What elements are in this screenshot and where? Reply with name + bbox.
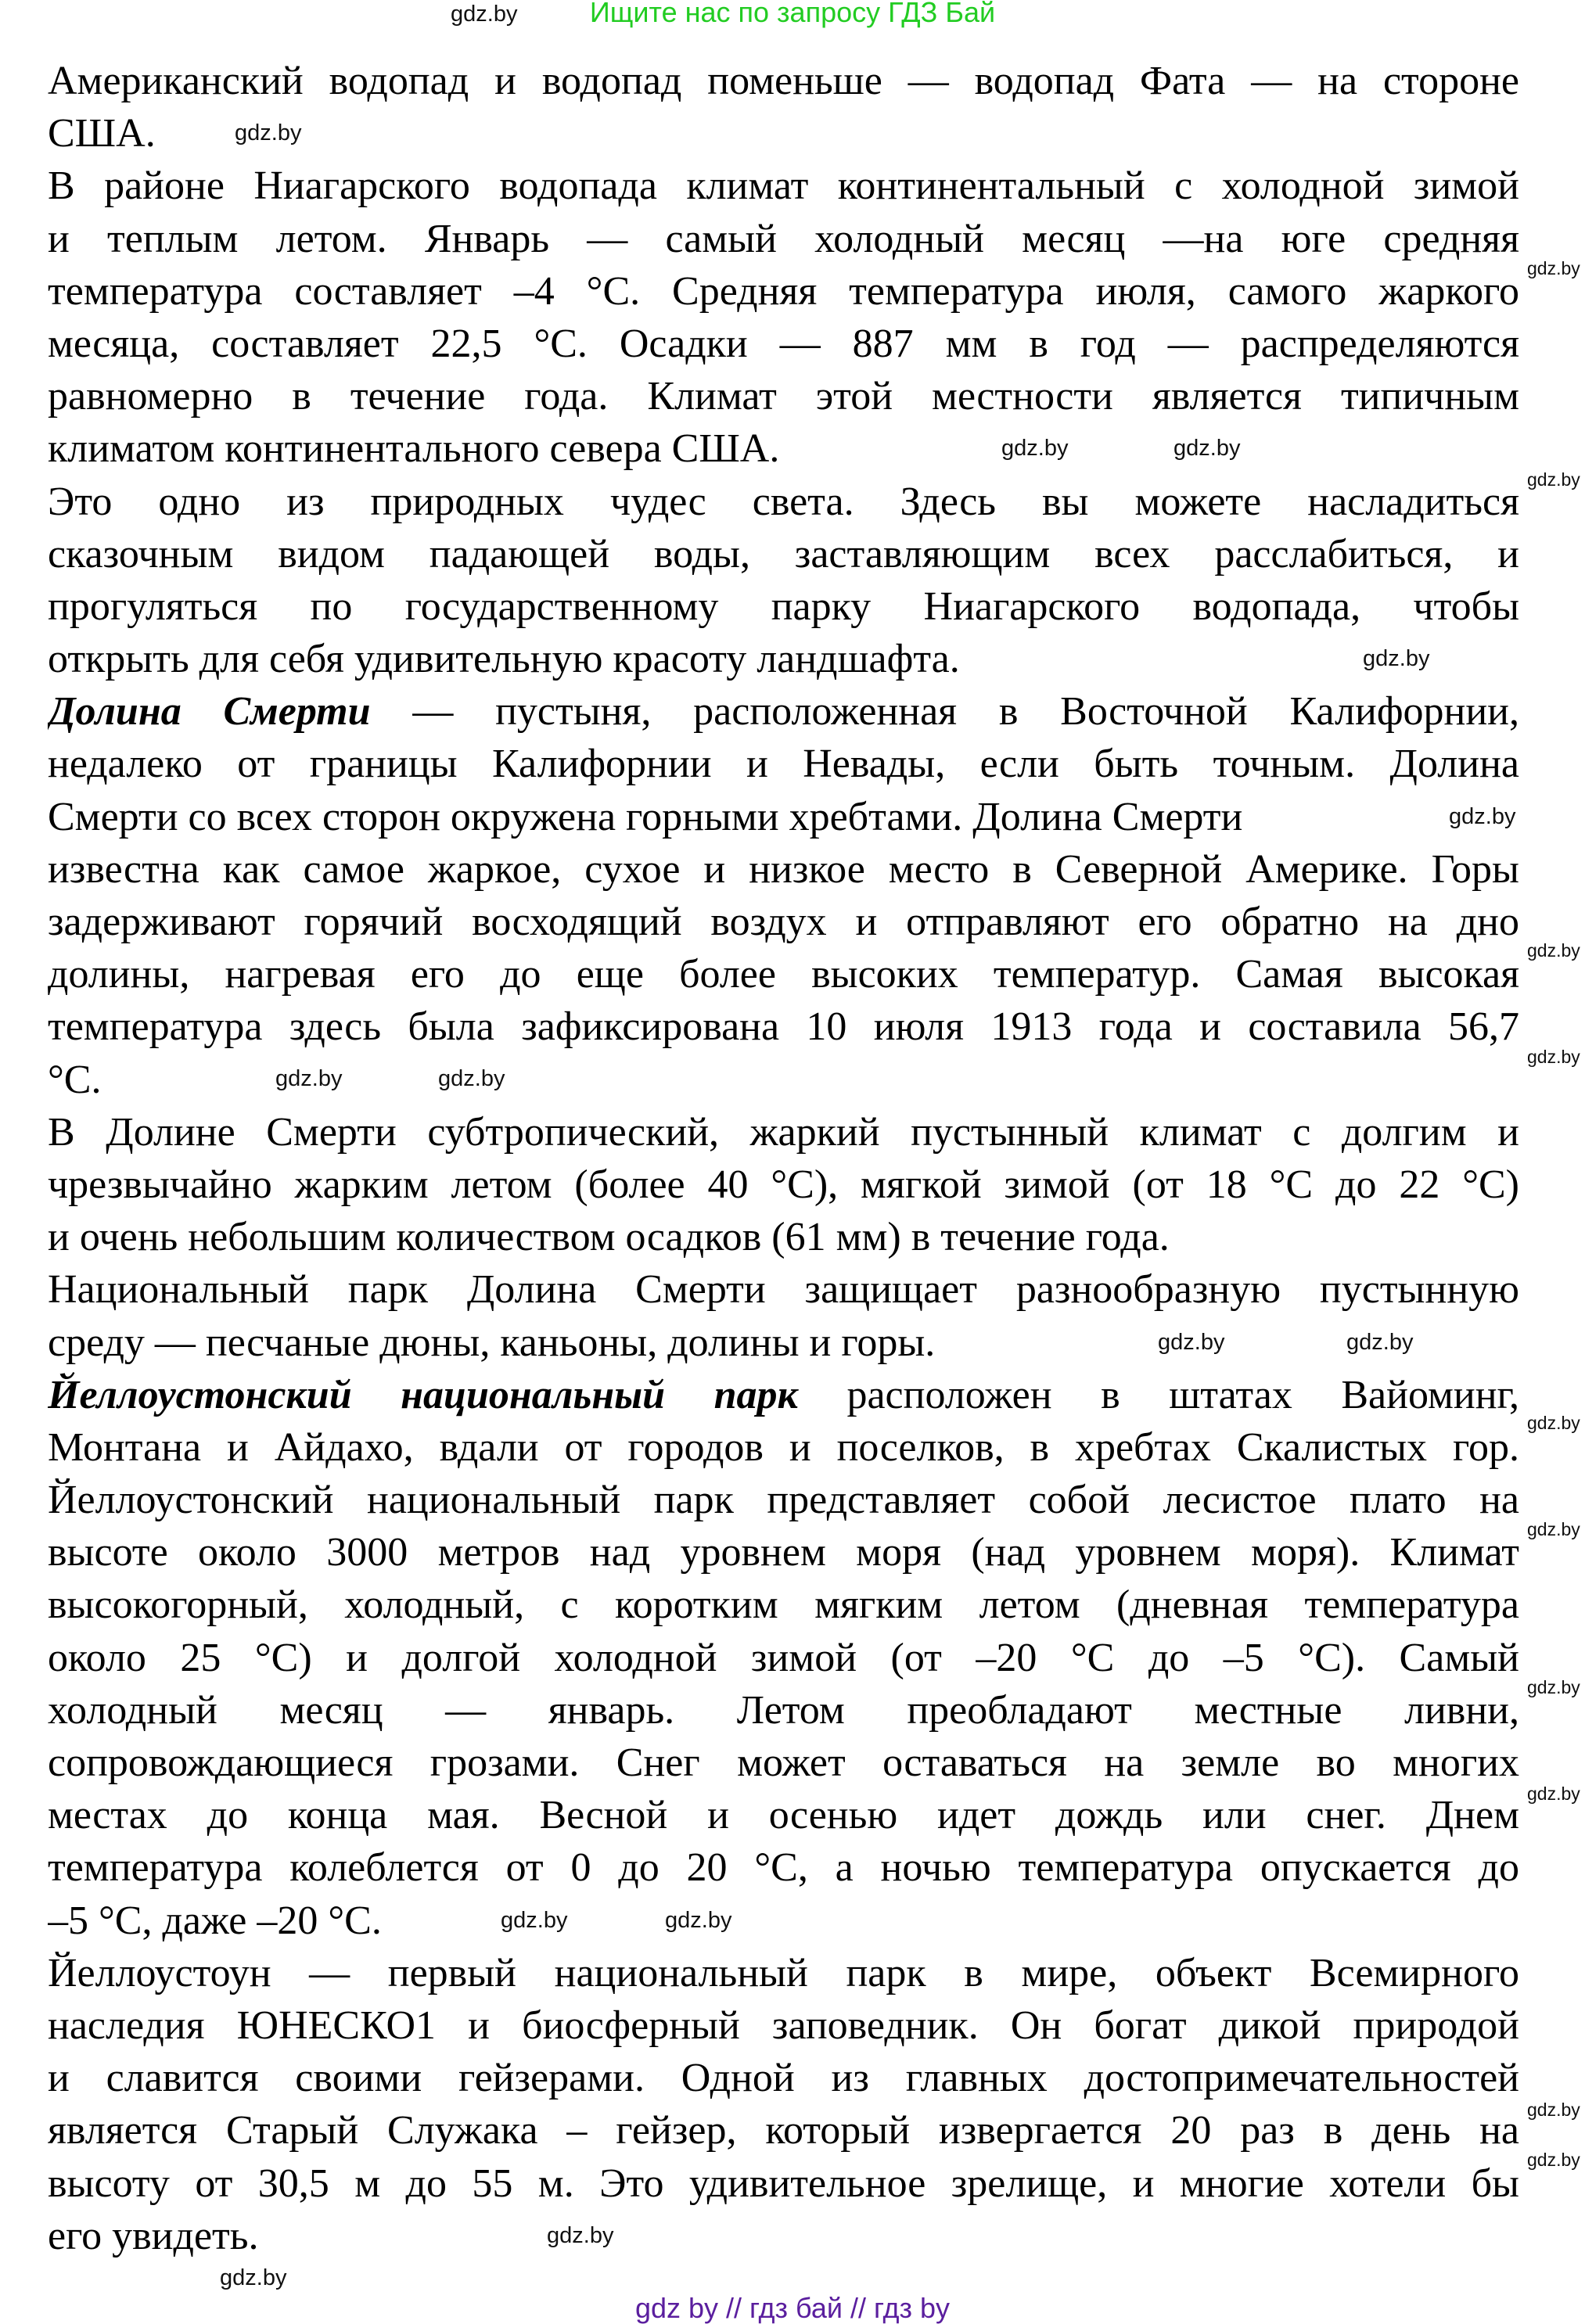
watermark: gdz.by — [1001, 436, 1069, 461]
text-line — [48, 107, 156, 160]
watermark: gdz.by — [451, 2, 518, 27]
text-line — [48, 791, 1242, 843]
text-line — [48, 1632, 1519, 1684]
text-line — [48, 1947, 1519, 1999]
text-line — [48, 1841, 1519, 1894]
line-text: холодный месяц — январь. Летом преобладают местные ливни, — [48, 1687, 1519, 1733]
line-text: Монтана и Айдахо, вдали от городов и поселков, в хребтах Скалистых гор. — [48, 1424, 1519, 1470]
line-text: –5 °С, даже –20 °С. — [48, 1898, 382, 1943]
text-line — [48, 1316, 935, 1369]
line-text: задерживают горячий восходящий воздух и отправляют его обратно на дно — [48, 900, 1519, 944]
line-text: местах до конца мая. Весной и осенью идет дождь или снег. Днем — [48, 1793, 1519, 1838]
watermark: gdz.by — [1346, 1330, 1414, 1355]
line-text: месяца, составляет 22,5 °С. Осадки — 887 мм в год — распределяются — [48, 321, 1519, 366]
text-line — [48, 55, 1519, 107]
watermark: gdz.by — [1527, 258, 1580, 278]
text-line — [48, 843, 1519, 896]
watermark: gdz.by — [438, 1066, 505, 1091]
line-text: В Долине Смерти субтропический, жаркий пустынный климат с долгим и — [48, 1109, 1519, 1155]
text-line — [48, 1474, 1519, 1526]
watermark: gdz.by — [547, 2223, 614, 2248]
line-text: и теплым летом. Январь — самый холодный месяц —на юге средняя — [48, 216, 1519, 261]
watermark: gdz.by — [665, 1908, 732, 1933]
line-text: сопровождающиеся грозами. Снег может оставаться на земле во многих — [48, 1740, 1519, 1785]
line-text: климатом континентального севера США. — [48, 426, 780, 472]
line-text: является Старый Служака – гейзер, который извергается 20 раз в день на — [48, 2108, 1519, 2153]
line-text: Йеллоустонский национальный парк представляет собой лесистое плато на — [48, 1478, 1519, 1523]
text-line — [48, 2210, 258, 2262]
bold-term: Йеллоустонский национальный парк — [48, 1372, 798, 1417]
watermark: gdz.by — [1527, 1677, 1580, 1697]
text-line — [48, 1737, 1519, 1789]
text-line — [48, 265, 1519, 318]
watermark: gdz.by — [1527, 2100, 1580, 2120]
text-line — [48, 1789, 1519, 1841]
search-banner: Ищите нас по запросу ГДЗ Бай — [589, 0, 996, 28]
line-text: расположен в штатах Вайоминг, — [797, 1372, 1519, 1417]
line-text: Это одно из природных чудес света. Здесь вы можете насладиться — [48, 479, 1519, 524]
text-line — [48, 528, 1519, 580]
watermark: gdz.by — [501, 1908, 568, 1933]
watermark: gdz.by — [1527, 1047, 1580, 1067]
text-line — [48, 1211, 1170, 1263]
watermark: gdz.by — [1527, 1783, 1580, 1804]
line-text: высоту от 30,5 м до 55 м. Это удивительное зрелище, и многие хотели бы — [48, 2161, 1519, 2206]
line-text: открыть для себя удивительную красоту ландшафта. — [48, 637, 960, 682]
line-text: Американский водопад и водопад поменьше — водопад Фата — на стороне — [48, 59, 1519, 103]
text-line — [48, 2157, 1519, 2210]
line-text: и славится своими гейзерами. Одной из главных достопримечательностей — [48, 2056, 1519, 2101]
watermark: gdz.by — [1449, 804, 1516, 829]
line-text: — пустыня, расположенная в Восточной Калифорнии, — [370, 689, 1519, 735]
line-text: наследия ЮНЕСКО1 и биосферный заповедник. Он богат дикой природой — [48, 2003, 1519, 2048]
line-text: Йеллоустоун — первый национальный парк в мире, объект Всемирного — [48, 1950, 1519, 1995]
text-line — [48, 1158, 1519, 1211]
watermark: gdz.by — [1173, 436, 1241, 461]
line-text: США. — [48, 111, 156, 156]
text-line — [48, 213, 1519, 265]
line-text: °С. — [48, 1057, 102, 1102]
watermark: gdz.by — [1527, 1413, 1580, 1433]
document-body — [48, 55, 1519, 2262]
text-line — [48, 1054, 101, 1106]
text-line — [48, 370, 1519, 422]
text-line — [48, 948, 1519, 1000]
text-line — [48, 318, 1519, 370]
watermark: gdz.by — [220, 2265, 287, 2290]
text-line — [48, 1106, 1519, 1158]
line-text: недалеко от границы Калифорнии и Невады, если быть точным. Долина — [48, 742, 1519, 787]
line-text: долины, нагревая его до еще более высоких температур. Самая высокая — [48, 952, 1519, 997]
text-line — [48, 685, 1519, 738]
text-line — [48, 1526, 1519, 1579]
line-text: среду — песчаные дюны, каньоны, долины и горы. — [48, 1320, 936, 1365]
line-text: равномерно в течение года. Климат этой местности является типичным — [48, 374, 1519, 419]
line-text: Национальный парк Долина Смерти защищает разнообразную пустынную — [48, 1267, 1519, 1313]
text-line — [48, 422, 779, 475]
text-line — [48, 1895, 382, 1947]
watermark: gdz.by — [1527, 2150, 1580, 2170]
line-text: чрезвычайно жарким летом (более 40 °С), мягкой зимой (от 18 °С до 22 °С) — [48, 1162, 1519, 1207]
line-text: В районе Ниагарского водопада климат континентальный с холодной зимой — [48, 163, 1519, 209]
watermark: gdz.by — [1158, 1330, 1225, 1355]
watermark: gdz.by — [1527, 469, 1580, 490]
text-line — [48, 738, 1519, 790]
text-line — [48, 1369, 1519, 1421]
line-text: температура составляет –4 °С. Средняя температура июля, самого жаркого — [48, 268, 1519, 314]
line-text: Смерти со всех сторон окружена горными хребтами. Долина Смерти — [48, 794, 1243, 839]
text-line — [48, 1999, 1519, 2052]
watermark: gdz.by — [275, 1066, 343, 1091]
line-text: известна как самое жаркое, сухое и низкое место в Северной Америке. Горы — [48, 846, 1519, 892]
line-text: сказочным видом падающей воды, заставляющим всех расслабиться, и — [48, 531, 1519, 577]
line-text: температура колеблется от 0 до 20 °С, а ночью температура опускается до — [48, 1845, 1519, 1891]
watermark: gdz.by — [235, 120, 302, 145]
line-text: высоте около 3000 метров над уровнем моря (над уровнем моря). Климат — [48, 1530, 1519, 1575]
text-line — [48, 1000, 1519, 1053]
text-line — [48, 160, 1519, 212]
bold-term: Долина Смерти — [48, 689, 371, 735]
text-line — [48, 1421, 1519, 1474]
line-text: высокогорный, холодный, с коротким мягким летом (дневная температура — [48, 1582, 1519, 1628]
line-text: и очень небольшим количеством осадков (61 мм) в течение года. — [48, 1215, 1170, 1260]
text-line — [48, 580, 1519, 633]
line-text: температура здесь была зафиксирована 10 июля 1913 года и составила 56,7 — [48, 1004, 1519, 1050]
text-line — [48, 633, 960, 685]
line-text: его увидеть. — [48, 2213, 259, 2258]
text-line — [48, 476, 1519, 528]
line-text: около 25 °С) и долгой холодной зимой (от –20 °С до –5 °С). Самый — [48, 1635, 1519, 1680]
text-line — [48, 896, 1519, 948]
line-text: прогуляться по государственному парку Ниагарского водопада, чтобы — [48, 584, 1519, 629]
text-line — [48, 1263, 1519, 1316]
footer-links[interactable]: gdz by // гдз бай // гдз by — [634, 2292, 951, 2324]
text-line — [48, 2104, 1519, 2157]
text-line — [48, 2052, 1519, 2104]
text-line — [48, 1684, 1519, 1737]
watermark: gdz.by — [1527, 1519, 1580, 1539]
watermark: gdz.by — [1527, 940, 1580, 961]
text-line — [48, 1579, 1519, 1631]
watermark: gdz.by — [1363, 646, 1430, 671]
